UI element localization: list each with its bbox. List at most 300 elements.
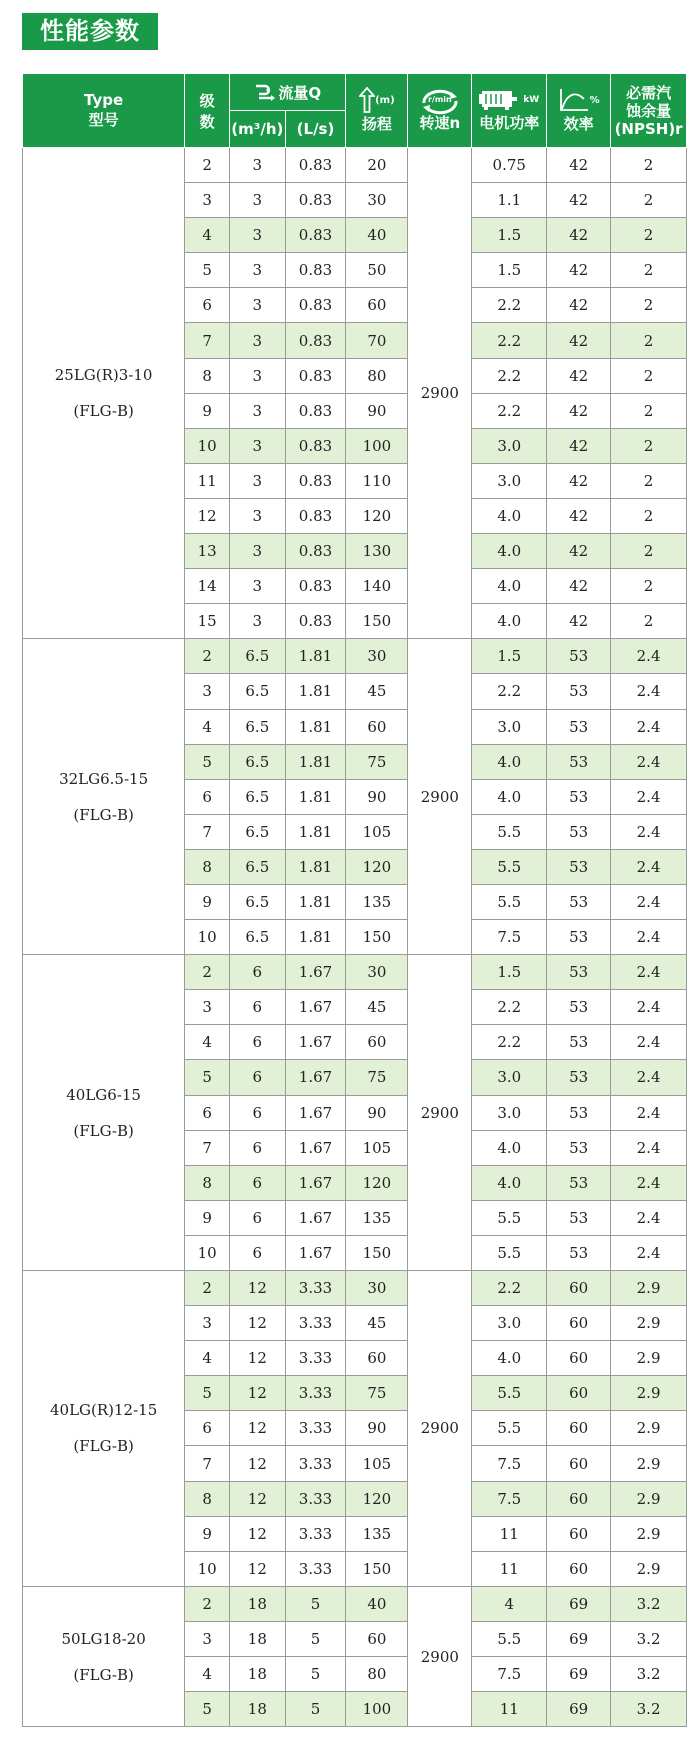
head-arrow-icon [359, 87, 375, 113]
power-cell: 1.5 [472, 218, 547, 253]
stages-cell: 6 [185, 1095, 230, 1130]
power-cell: 3.0 [472, 428, 547, 463]
flow-m3h-cell: 18 [230, 1586, 286, 1621]
page-title: 性能参数 [22, 13, 158, 50]
power-cell: 3.0 [472, 709, 547, 744]
npsh-cell: 3.2 [611, 1586, 687, 1621]
efficiency-cell: 53 [547, 955, 611, 990]
head-cell: 30 [346, 1271, 408, 1306]
flow-m3h-cell: 3 [230, 393, 286, 428]
power-cell: 11 [472, 1692, 547, 1727]
model-variant: (FLG-B) [73, 1437, 134, 1456]
power-cell: 5.5 [472, 849, 547, 884]
stages-cell: 9 [185, 1516, 230, 1551]
stages-cell: 4 [185, 218, 230, 253]
npsh-cell: 2.9 [611, 1551, 687, 1586]
npsh-cell: 2.4 [611, 1060, 687, 1095]
stages-cell: 13 [185, 534, 230, 569]
flow-ls-cell: 3.33 [285, 1516, 346, 1551]
flow-ls-cell: 1.81 [285, 779, 346, 814]
flow-ls-cell: 0.83 [285, 323, 346, 358]
npsh-cell: 2.4 [611, 849, 687, 884]
flow-m3h-cell: 12 [230, 1411, 286, 1446]
flow-m3h-cell: 12 [230, 1306, 286, 1341]
efficiency-cell: 53 [547, 744, 611, 779]
flow-ls-cell: 3.33 [285, 1271, 346, 1306]
efficiency-cell: 69 [547, 1586, 611, 1621]
stages-cell: 5 [185, 1060, 230, 1095]
efficiency-cell: 42 [547, 463, 611, 498]
header-flow-unit-ls: (L/s) [285, 111, 346, 148]
head-cell: 60 [346, 709, 408, 744]
npsh-cell: 2.9 [611, 1446, 687, 1481]
npsh-cell: 2 [611, 393, 687, 428]
npsh-cell: 2.4 [611, 1165, 687, 1200]
efficiency-cell: 53 [547, 1095, 611, 1130]
power-cell: 5.5 [472, 1376, 547, 1411]
power-cell: 4.0 [472, 779, 547, 814]
flow-m3h-cell: 6.5 [230, 779, 286, 814]
head-cell: 90 [346, 1411, 408, 1446]
model-variant: (FLG-B) [73, 805, 134, 824]
npsh-cell: 2 [611, 569, 687, 604]
efficiency-cell: 60 [547, 1376, 611, 1411]
stages-cell: 7 [185, 323, 230, 358]
speed-cell: 2900 [408, 955, 472, 1271]
flow-ls-cell: 3.33 [285, 1306, 346, 1341]
npsh-cell: 2.4 [611, 709, 687, 744]
flow-ls-cell: 1.67 [285, 990, 346, 1025]
flow-ls-cell: 1.81 [285, 639, 346, 674]
efficiency-cell: 42 [547, 323, 611, 358]
flow-ls-cell: 3.33 [285, 1446, 346, 1481]
head-cell: 105 [346, 1130, 408, 1165]
speed-cell: 2900 [408, 1271, 472, 1587]
npsh-cell: 2.4 [611, 1130, 687, 1165]
power-cell: 5.5 [472, 1200, 547, 1235]
efficiency-cell: 42 [547, 253, 611, 288]
stages-cell: 4 [185, 1025, 230, 1060]
efficiency-cell: 42 [547, 288, 611, 323]
flow-ls-cell: 5 [285, 1621, 346, 1656]
npsh-cell: 2 [611, 288, 687, 323]
efficiency-cell: 53 [547, 1235, 611, 1270]
flow-ls-cell: 1.81 [285, 709, 346, 744]
header-power: kW 电机功率 [472, 74, 547, 148]
stages-cell: 6 [185, 779, 230, 814]
header-stages: 级 数 [185, 74, 230, 148]
stages-cell: 5 [185, 253, 230, 288]
stages-cell: 8 [185, 849, 230, 884]
power-cell: 3.0 [472, 1306, 547, 1341]
flow-ls-cell: 0.83 [285, 569, 346, 604]
head-cell: 150 [346, 1551, 408, 1586]
flow-m3h-cell: 18 [230, 1657, 286, 1692]
flow-ls-cell: 0.83 [285, 428, 346, 463]
power-cell: 11 [472, 1516, 547, 1551]
efficiency-cell: 60 [547, 1411, 611, 1446]
stages-cell: 9 [185, 1200, 230, 1235]
efficiency-cell: 60 [547, 1271, 611, 1306]
flow-m3h-cell: 6 [230, 1200, 286, 1235]
stages-cell: 5 [185, 744, 230, 779]
npsh-cell: 2.9 [611, 1411, 687, 1446]
flow-ls-cell: 0.83 [285, 358, 346, 393]
header-speed: r/min 转速n [408, 74, 472, 148]
stages-cell: 8 [185, 358, 230, 393]
npsh-cell: 2.9 [611, 1341, 687, 1376]
head-cell: 75 [346, 1376, 408, 1411]
npsh-cell: 2.9 [611, 1306, 687, 1341]
npsh-cell: 3.2 [611, 1692, 687, 1727]
flow-ls-cell: 3.33 [285, 1551, 346, 1586]
efficiency-cell: 53 [547, 709, 611, 744]
power-cell: 5.5 [472, 1235, 547, 1270]
stages-cell: 2 [185, 148, 230, 183]
flow-m3h-cell: 12 [230, 1516, 286, 1551]
npsh-cell: 2.4 [611, 955, 687, 990]
stages-cell: 4 [185, 709, 230, 744]
stages-cell: 6 [185, 1411, 230, 1446]
efficiency-cell: 42 [547, 218, 611, 253]
power-cell: 5.5 [472, 814, 547, 849]
npsh-cell: 2.4 [611, 674, 687, 709]
head-cell: 75 [346, 1060, 408, 1095]
stages-cell: 3 [185, 990, 230, 1025]
stages-cell: 2 [185, 1586, 230, 1621]
table-row [23, 1586, 687, 1621]
flow-m3h-cell: 6 [230, 1095, 286, 1130]
head-cell: 80 [346, 1657, 408, 1692]
npsh-cell: 2 [611, 498, 687, 533]
flow-ls-cell: 0.83 [285, 393, 346, 428]
head-cell: 30 [346, 183, 408, 218]
flow-m3h-cell: 12 [230, 1551, 286, 1586]
stages-cell: 5 [185, 1376, 230, 1411]
head-cell: 140 [346, 569, 408, 604]
head-cell: 40 [346, 218, 408, 253]
stages-cell: 2 [185, 955, 230, 990]
stages-cell: 7 [185, 1446, 230, 1481]
head-cell: 120 [346, 1165, 408, 1200]
efficiency-cell: 69 [547, 1692, 611, 1727]
head-cell: 20 [346, 148, 408, 183]
stages-cell: 7 [185, 1130, 230, 1165]
speed-icon-label: r/min [428, 94, 452, 104]
flow-m3h-cell: 3 [230, 498, 286, 533]
npsh-cell: 2 [611, 323, 687, 358]
flow-m3h-cell: 3 [230, 604, 286, 639]
flow-ls-cell: 0.83 [285, 288, 346, 323]
flow-ls-cell: 0.83 [285, 183, 346, 218]
flow-ls-cell: 1.67 [285, 1130, 346, 1165]
flow-ls-cell: 5 [285, 1692, 346, 1727]
head-cell: 80 [346, 358, 408, 393]
npsh-cell: 2.4 [611, 744, 687, 779]
power-cell: 3.0 [472, 1095, 547, 1130]
flow-m3h-cell: 6.5 [230, 709, 286, 744]
flow-ls-cell: 0.83 [285, 498, 346, 533]
flow-ls-cell: 1.81 [285, 814, 346, 849]
flow-m3h-cell: 18 [230, 1621, 286, 1656]
npsh-cell: 2.4 [611, 1200, 687, 1235]
power-cell: 1.5 [472, 639, 547, 674]
stages-cell: 2 [185, 1271, 230, 1306]
efficiency-cell: 60 [547, 1551, 611, 1586]
efficiency-cell: 53 [547, 1060, 611, 1095]
header-flow: 流量Q [230, 74, 346, 111]
head-cell: 45 [346, 674, 408, 709]
efficiency-cell: 42 [547, 428, 611, 463]
stages-cell: 3 [185, 674, 230, 709]
head-cell: 50 [346, 253, 408, 288]
table-row [23, 955, 687, 990]
power-cell: 1.5 [472, 955, 547, 990]
motor-icon [479, 88, 523, 112]
npsh-cell: 2 [611, 218, 687, 253]
flow-ls-cell: 1.67 [285, 1200, 346, 1235]
power-cell: 5.5 [472, 1621, 547, 1656]
head-cell: 90 [346, 393, 408, 428]
stages-cell: 9 [185, 884, 230, 919]
head-cell: 130 [346, 534, 408, 569]
flow-ls-cell: 1.81 [285, 920, 346, 955]
stages-cell: 8 [185, 1481, 230, 1516]
flow-m3h-cell: 6.5 [230, 814, 286, 849]
head-cell: 135 [346, 884, 408, 919]
efficiency-cell: 60 [547, 1481, 611, 1516]
flow-m3h-cell: 6.5 [230, 744, 286, 779]
efficiency-cell: 60 [547, 1516, 611, 1551]
power-cell: 3.0 [472, 1060, 547, 1095]
flow-ls-cell: 1.81 [285, 674, 346, 709]
head-cell: 120 [346, 849, 408, 884]
efficiency-cell: 69 [547, 1657, 611, 1692]
flow-ls-cell: 5 [285, 1657, 346, 1692]
head-cell: 100 [346, 428, 408, 463]
efficiency-cell: 53 [547, 674, 611, 709]
flow-m3h-cell: 12 [230, 1341, 286, 1376]
table-row [23, 1271, 687, 1306]
efficiency-cell: 42 [547, 148, 611, 183]
flow-m3h-cell: 6 [230, 1165, 286, 1200]
power-cell: 5.5 [472, 884, 547, 919]
stages-cell: 2 [185, 639, 230, 674]
efficiency-cell: 53 [547, 884, 611, 919]
head-cell: 120 [346, 1481, 408, 1516]
head-cell: 150 [346, 920, 408, 955]
stages-cell: 14 [185, 569, 230, 604]
npsh-cell: 2.9 [611, 1516, 687, 1551]
model-name: 40LG6-15 [66, 1085, 141, 1104]
npsh-cell: 2.4 [611, 920, 687, 955]
efficiency-cell: 42 [547, 183, 611, 218]
flow-m3h-cell: 3 [230, 218, 286, 253]
model-variant: (FLG-B) [73, 1121, 134, 1140]
power-cell: 7.5 [472, 1657, 547, 1692]
efficiency-cell: 42 [547, 604, 611, 639]
efficiency-cell: 53 [547, 1025, 611, 1060]
flow-m3h-cell: 3 [230, 288, 286, 323]
head-cell: 100 [346, 1692, 408, 1727]
head-cell: 30 [346, 639, 408, 674]
npsh-cell: 2.4 [611, 990, 687, 1025]
flow-m3h-cell: 3 [230, 569, 286, 604]
efficiency-cell: 53 [547, 1130, 611, 1165]
model-variant: (FLG-B) [73, 402, 134, 421]
speed-cell: 2900 [408, 1586, 472, 1726]
flow-ls-cell: 1.67 [285, 1095, 346, 1130]
speed-cell: 2900 [408, 148, 472, 639]
efficiency-cell: 60 [547, 1446, 611, 1481]
efficiency-cell: 53 [547, 920, 611, 955]
model-name: 40LG(R)12-15 [49, 1401, 158, 1420]
power-cell: 2.2 [472, 323, 547, 358]
model-name: 50LG18-20 [61, 1629, 146, 1648]
efficiency-cell: 42 [547, 534, 611, 569]
model-name: 25LG(R)3-10 [54, 366, 153, 385]
power-cell: 4.0 [472, 1130, 547, 1165]
head-cell: 45 [346, 990, 408, 1025]
flow-m3h-cell: 6.5 [230, 639, 286, 674]
flow-m3h-cell: 3 [230, 253, 286, 288]
flow-ls-cell: 1.81 [285, 744, 346, 779]
header-npsh: 必需汽 蚀余量 (NPSH)r [611, 74, 687, 148]
flow-ls-cell: 3.33 [285, 1376, 346, 1411]
head-cell: 90 [346, 779, 408, 814]
flow-ls-cell: 3.33 [285, 1411, 346, 1446]
flow-ls-cell: 0.83 [285, 218, 346, 253]
flow-m3h-cell: 18 [230, 1692, 286, 1727]
flow-m3h-cell: 6.5 [230, 674, 286, 709]
flow-ls-cell: 0.83 [285, 148, 346, 183]
stages-cell: 4 [185, 1657, 230, 1692]
npsh-cell: 2.4 [611, 1095, 687, 1130]
stages-cell: 12 [185, 498, 230, 533]
npsh-cell: 2 [611, 463, 687, 498]
flow-m3h-cell: 3 [230, 534, 286, 569]
header-head: (m) 扬程 [346, 74, 408, 148]
stages-cell: 10 [185, 428, 230, 463]
power-cell: 1.1 [472, 183, 547, 218]
flow-ls-cell: 5 [285, 1586, 346, 1621]
flow-icon [254, 82, 278, 102]
model-cell [23, 148, 185, 639]
flow-ls-cell: 0.83 [285, 534, 346, 569]
flow-m3h-cell: 6 [230, 1060, 286, 1095]
stages-cell: 11 [185, 463, 230, 498]
header-flow-unit-m3h: (m³/h) [230, 111, 286, 148]
npsh-cell: 2.4 [611, 884, 687, 919]
flow-ls-cell: 1.81 [285, 884, 346, 919]
power-cell: 2.2 [472, 393, 547, 428]
header-type: Type 型号 [23, 74, 185, 148]
model-cell [23, 639, 185, 955]
head-cell: 60 [346, 288, 408, 323]
flow-m3h-cell: 12 [230, 1481, 286, 1516]
performance-table [22, 73, 687, 1727]
power-cell: 7.5 [472, 1446, 547, 1481]
npsh-cell: 2.4 [611, 814, 687, 849]
model-cell [23, 1586, 185, 1726]
stages-cell: 3 [185, 183, 230, 218]
npsh-cell: 2 [611, 183, 687, 218]
flow-m3h-cell: 3 [230, 463, 286, 498]
power-cell: 2.2 [472, 990, 547, 1025]
stages-cell: 7 [185, 814, 230, 849]
npsh-cell: 2 [611, 604, 687, 639]
flow-ls-cell: 1.67 [285, 1165, 346, 1200]
head-cell: 75 [346, 744, 408, 779]
speed-cell: 2900 [408, 639, 472, 955]
power-cell: 3.0 [472, 463, 547, 498]
npsh-cell: 2.4 [611, 1235, 687, 1270]
efficiency-cell: 53 [547, 1200, 611, 1235]
power-cell: 1.5 [472, 253, 547, 288]
flow-ls-cell: 0.83 [285, 604, 346, 639]
npsh-cell: 2.9 [611, 1481, 687, 1516]
npsh-cell: 2 [611, 253, 687, 288]
flow-m3h-cell: 12 [230, 1271, 286, 1306]
head-cell: 60 [346, 1025, 408, 1060]
head-cell: 110 [346, 463, 408, 498]
power-cell: 2.2 [472, 358, 547, 393]
flow-ls-cell: 0.83 [285, 253, 346, 288]
npsh-cell: 2 [611, 428, 687, 463]
power-cell: 7.5 [472, 920, 547, 955]
power-cell: 4.0 [472, 604, 547, 639]
power-cell: 7.5 [472, 1481, 547, 1516]
power-cell: 4.0 [472, 1341, 547, 1376]
flow-ls-cell: 3.33 [285, 1481, 346, 1516]
head-cell: 150 [346, 604, 408, 639]
table-body [23, 148, 687, 1727]
npsh-cell: 3.2 [611, 1621, 687, 1656]
power-cell: 11 [472, 1551, 547, 1586]
head-cell: 105 [346, 1446, 408, 1481]
npsh-cell: 2 [611, 148, 687, 183]
flow-m3h-cell: 3 [230, 358, 286, 393]
efficiency-cell: 53 [547, 639, 611, 674]
power-cell: 5.5 [472, 1411, 547, 1446]
npsh-cell: 2.4 [611, 779, 687, 814]
efficiency-cell: 42 [547, 569, 611, 604]
stages-cell: 10 [185, 1235, 230, 1270]
npsh-cell: 2.4 [611, 1025, 687, 1060]
flow-m3h-cell: 12 [230, 1446, 286, 1481]
flow-m3h-cell: 6 [230, 1025, 286, 1060]
flow-m3h-cell: 3 [230, 323, 286, 358]
head-cell: 60 [346, 1621, 408, 1656]
efficiency-cell: 53 [547, 1165, 611, 1200]
efficiency-cell: 53 [547, 779, 611, 814]
stages-cell: 6 [185, 288, 230, 323]
flow-m3h-cell: 3 [230, 428, 286, 463]
efficiency-cell: 60 [547, 1306, 611, 1341]
efficiency-cell: 69 [547, 1621, 611, 1656]
model-cell [23, 955, 185, 1271]
head-cell: 90 [346, 1095, 408, 1130]
flow-ls-cell: 1.67 [285, 1235, 346, 1270]
efficiency-cell: 53 [547, 849, 611, 884]
flow-ls-cell: 0.83 [285, 463, 346, 498]
table-row [23, 148, 687, 183]
head-cell: 70 [346, 323, 408, 358]
flow-m3h-cell: 6 [230, 1235, 286, 1270]
power-cell: 0.75 [472, 148, 547, 183]
stages-cell: 9 [185, 393, 230, 428]
head-cell: 135 [346, 1516, 408, 1551]
